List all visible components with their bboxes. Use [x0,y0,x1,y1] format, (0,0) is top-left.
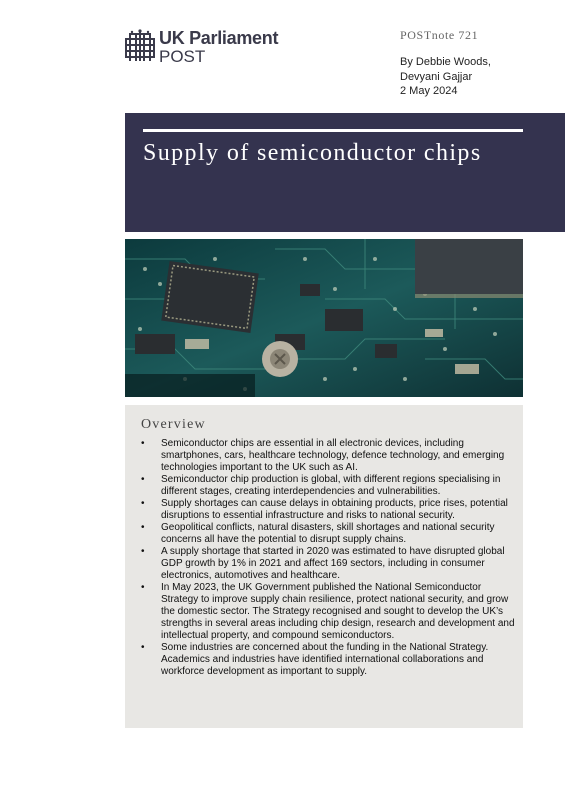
list-item: • A supply shortage that started in 2020 was estimated to have disrupted global GDP growth by 1% in 2021 and affect 169 sectors, including in consumer electronics, automotives and healthcare. [139,546,517,582]
overview-box [125,405,523,728]
list-item: • Semiconductor chips are essential in all electronic devices, including smartphones, cars, healthcare technology, defence technology, and emerging technologies important to the UK such as AI. [139,438,517,474]
page-title: Supply of semiconductor chips [143,140,482,166]
circuit-board-photo [125,239,523,397]
title-banner [125,113,565,232]
list-item: • Supply shortages can cause delays in obtaining products, price rises, potential disruptions to essential infrastructure and risks to national security. [139,498,517,522]
author-line: By Debbie Woods, [400,56,491,68]
overview-heading: Overview [141,417,206,432]
portcullis-icon [125,29,155,63]
logo-line1: UK Parliament [159,28,279,48]
authors-block [400,55,491,99]
overview-bullet-list [139,438,517,678]
publication-date: 2 May 2024 [400,85,458,97]
banner-rule [143,129,523,132]
author-line: Devyani Gajjar [400,70,473,83]
logo-line2: POST [159,47,206,66]
list-item: • Geopolitical conflicts, natural disasters, skill shortages and national security concerns all have the potential to disrupt supply chains. [139,522,517,546]
uk-parliament-post-logo [125,29,278,65]
list-item: • Some industries are concerned about the funding in the National Strategy. Academics and industries have identified international collaborations and workforce development as important to supply. [139,642,517,678]
postnote-number: POSTnote 721 [400,28,479,42]
list-item: • In May 2023, the UK Government published the National Semiconductor Strategy to improve supply chain resilience, protect national security, and grow the domestic sector. The Strategy recognised and sought to develop the UK’s strengths in several areas including chip design, research and development and intellectual property, and compound semiconductors. [139,582,517,642]
list-item: • Semiconductor chip production is global, with different regions specialising in different stages, creating interdependencies and vulnerabilities. [139,474,517,498]
